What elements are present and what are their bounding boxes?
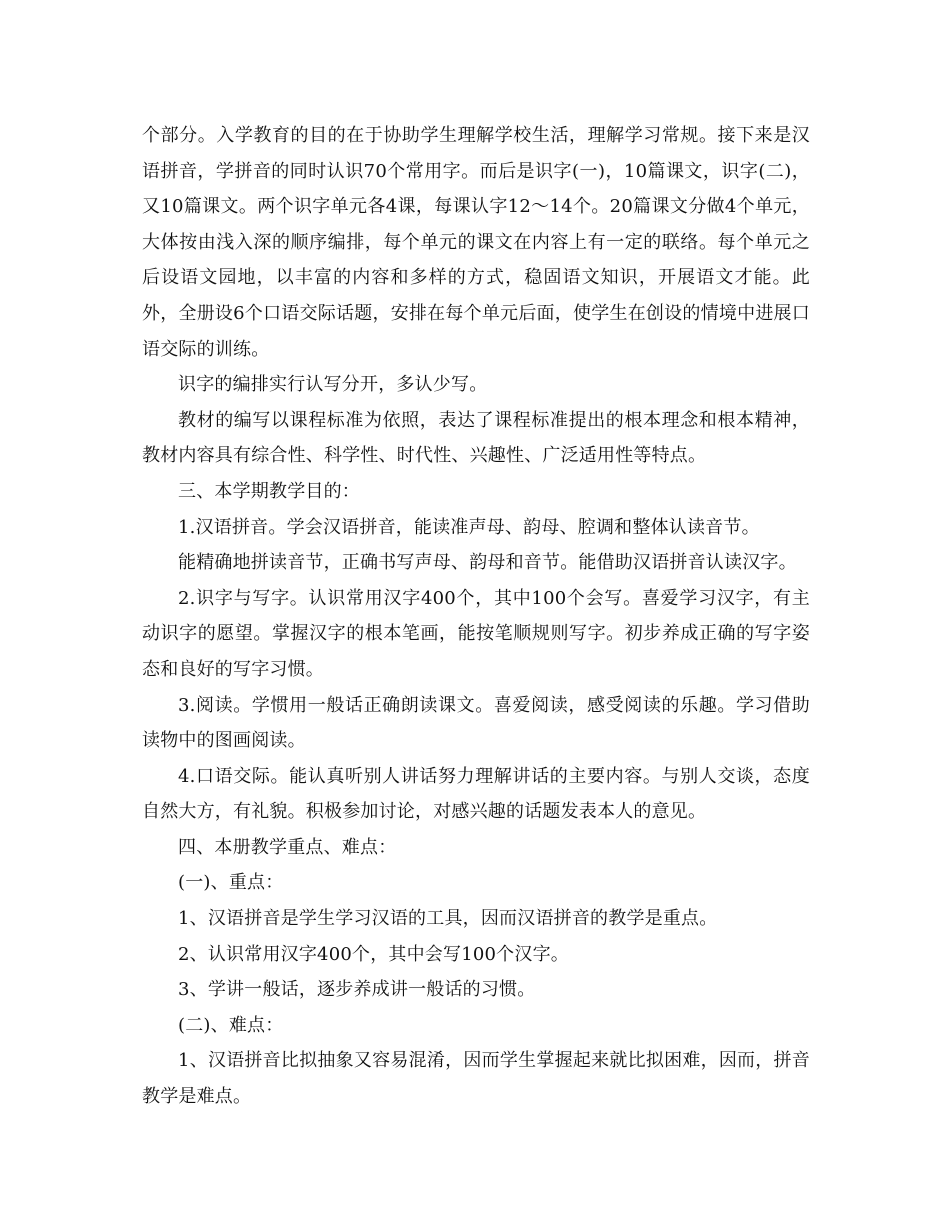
paragraph-literacy-arrangement: 识字的编排实行认写分开，多认少写。: [178, 374, 488, 396]
heading-teaching-goals: 三、本学期教学目的：: [178, 480, 360, 502]
key-point-2: 2、认识常用汉字400个，其中会写100个汉字。: [178, 943, 569, 965]
goal-reading: 3.阅读。学惯用一般话正确朗读课文。喜爱阅读，感受阅读的乐趣。学习借助读物中的图画阅读。: [142, 694, 810, 752]
subheading-key-points: (一)、重点：: [178, 872, 284, 894]
subheading-difficult-points: (二)、难点：: [178, 1014, 284, 1036]
goal-literacy-writing: 2.识字与写字。认识常用汉字400个，其中100个会写。喜爱学习汉字，有主动识字的愿望。掌握汉字的根本笔画，能按笔顺规则写字。初步养成正确的写字姿态和良好的写字习惯。: [142, 587, 810, 680]
document-body: [142, 118, 810, 1115]
difficult-point-1: 1、汉语拼音比拟抽象又容易混淆，因而学生掌握起来就比拟困难，因而，拼音教学是难点。: [142, 1050, 810, 1108]
key-point-3: 3、学讲一般话，逐步养成讲一般话的习惯。: [178, 979, 536, 1001]
key-point-1: 1、汉语拼音是学生学习汉语的工具，因而汉语拼音的教学是重点。: [178, 908, 718, 930]
paragraph-textbook-features: 教材的编写以课程标准为依照，表达了课程标准提出的根本理念和根本精神，教材内容具有综合性、科学性、时代性、兴趣性、广泛适用性等特点。: [142, 409, 810, 467]
goal-oral-communication: 4.口语交际。能认真听别人讲话努力理解讲话的主要内容。与别人交谈，态度自然大方，有礼貌。积极参加讨论，对感兴趣的话题发表本人的意见。: [142, 765, 810, 823]
goal-pinyin-continued: 能精确地拼读音节，正确书写声母、韵母和音节。能借助汉语拼音认读汉字。: [178, 552, 797, 574]
paragraph-textbook-structure: 个部分。入学教育的目的在于协助学生理解学校生活，理解学习常规。接下来是汉语拼音，学拼音的同时认识70个常用字。而后是识字(一)，10篇课文，识字(二)，又10篇课文。两个识字单元各4课，每课认字12～14个。20篇课文分做4个单元，大体按由浅入深的顺序编排，每个单元的课文在内容上有一定的联络。每个单元之后设语文园地，以丰富的内容和多样的方式，稳固语文知识，开展语文才能。此外，全册设6个口语交际话题，安排在每个单元后面，使学生在创设的情境中进展口语交际的训练。: [142, 125, 810, 360]
heading-key-difficult-points: 四、本册教学重点、难点：: [178, 836, 397, 858]
goal-pinyin: 1.汉语拼音。学会汉语拼音，能读准声母、韵母、腔调和整体认读音节。: [178, 516, 760, 538]
